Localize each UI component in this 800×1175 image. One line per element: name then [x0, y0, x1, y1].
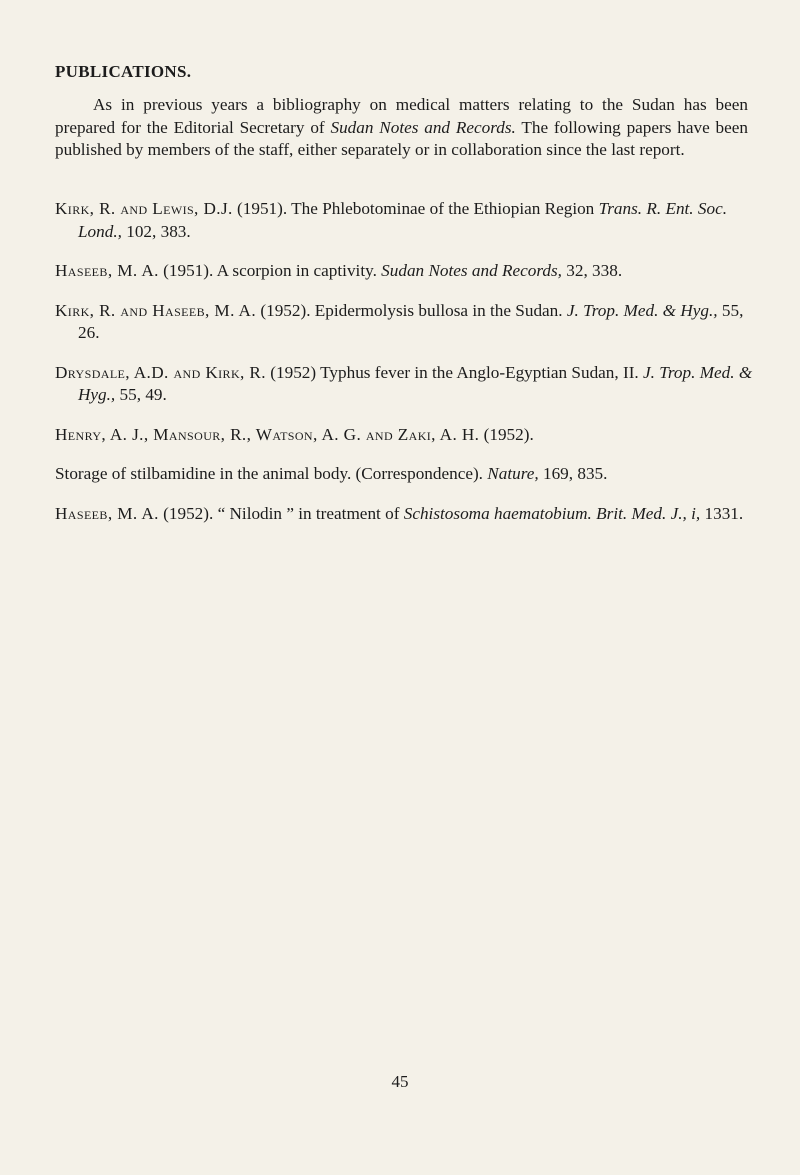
ref-journal: J. Trop. Med. & Hyg., — [78, 362, 753, 404]
ref-species: Schistosoma haematobium. — [403, 503, 592, 523]
ref-authors: Kirk, R. and Haseeb, M. A. — [55, 300, 257, 320]
ref-authors: Henry, A. J., Mansour, R., Watson, A. G. and Zaki, A. H. — [55, 424, 480, 444]
intro-paragraph — [55, 94, 748, 162]
ref-title: The Phlebotominae of the Ethiopian Region — [291, 199, 595, 218]
ref-title: A scorpion in captivity. — [216, 261, 377, 280]
ref-title: Typhus fever in the Anglo-Egyptian Sudan, II. — [320, 362, 639, 382]
reference-item — [55, 260, 755, 283]
ref-journal: Brit. Med. J., — [596, 503, 687, 523]
ref-authors: Haseeb, M. A. — [55, 261, 159, 280]
ref-year: (1952) — [270, 362, 317, 382]
ref-title: Storage of stilbamidine in the animal body. (Correspondence). — [55, 464, 483, 483]
ref-year: (1951). — [237, 199, 288, 218]
intro-journal: Sudan Notes and Records. — [330, 117, 516, 137]
reference-item — [55, 362, 755, 407]
ref-authors: Kirk, R. and Lewis, D.J. — [55, 199, 233, 218]
ref-citation: 1331. — [704, 503, 744, 523]
ref-citation: 102, 383. — [126, 221, 191, 241]
ref-journal: Nature, — [487, 464, 539, 483]
ref-title: “ Nilodin ” in treatment of — [217, 503, 400, 523]
ref-journal: Trans. R. Ent. Soc. Lond., — [78, 199, 728, 241]
ref-volume: i, — [691, 503, 701, 523]
ref-title: Epidermolysis bullosa in the Sudan. — [314, 300, 563, 320]
ref-authors: Haseeb, M. A. — [55, 503, 159, 523]
ref-body — [55, 463, 755, 486]
ref-journal: J. Trop. Med. & Hyg., — [566, 300, 718, 320]
ref-citation: 55, 26. — [78, 300, 744, 342]
ref-citation: 32, 338. — [566, 261, 623, 280]
page-number: 45 — [391, 1072, 409, 1091]
intro-tail: The following papers have been published by members of the staff, either separately or in collaboration since the last report. — [55, 117, 748, 159]
ref-citation: 55, 49. — [119, 385, 167, 404]
ref-journal: Sudan Notes and Records, — [381, 261, 562, 280]
intro-text: As in previous years a bibliography on medical matters relating to the Sudan has been prepared for the Editorial Secretary of — [55, 95, 748, 137]
ref-year: (1951). — [163, 261, 214, 280]
ref-year: (1952). — [483, 424, 534, 444]
reference-item — [55, 300, 755, 345]
ref-citation: 169, 835. — [542, 464, 608, 483]
reference-item — [55, 198, 755, 243]
ref-year: (1952). — [163, 503, 214, 523]
reference-item — [55, 503, 755, 526]
reference-item — [55, 424, 755, 486]
ref-authors: Drysdale, A.D. and Kirk, R. — [55, 362, 266, 382]
reference-list — [55, 198, 755, 542]
section-heading: PUBLICATIONS. — [55, 62, 192, 81]
ref-year: (1952). — [260, 300, 311, 320]
